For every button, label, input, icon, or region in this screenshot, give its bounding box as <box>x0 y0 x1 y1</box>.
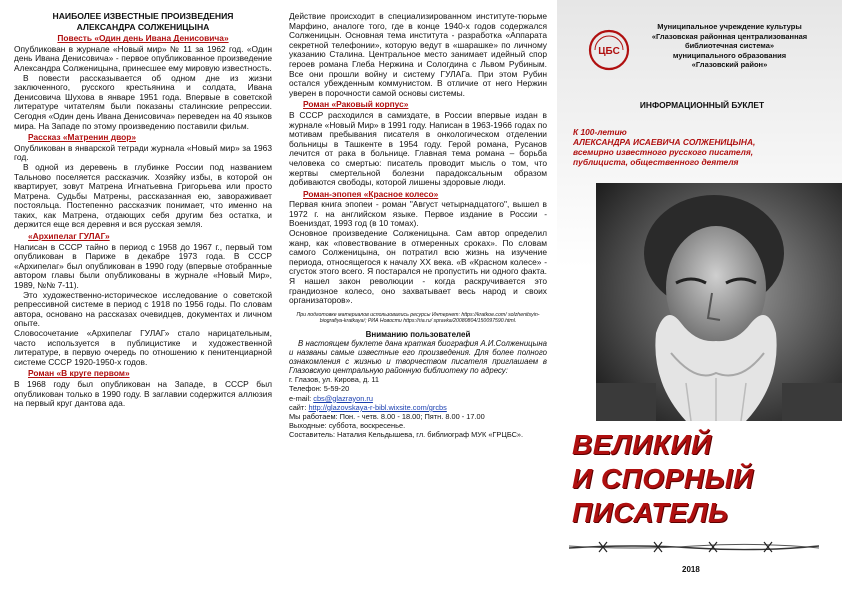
site-line <box>289 403 547 412</box>
cover-title-line: ПИСАТЕЛЬ <box>572 497 729 528</box>
works-column-left <box>0 0 282 595</box>
paragraph: Первая книга эпопеи - роман "Август четырнадцатого", вышел в 1972 г. на английском языке. Первое издание в России - Воениздат, 1993 год (в 10 томах). <box>289 199 547 229</box>
section-title-matryona: Рассказ «Матренин двор» <box>28 132 136 143</box>
days-off: Выходные: суббота, воскресенье. <box>289 421 406 431</box>
section-title-cancer: Роман «Раковый корпус» <box>303 99 409 110</box>
cover-panel <box>557 0 842 595</box>
paragraph: В одной из деревень в глубинке России под названием Тальново поселяется рассказчик. Хозяйку избы, в которой он квартирует, зовут Матрена Игнатьевна Григорьева или просто Матрена. Судьбы Матрены, рассказанная ею, завораживает постояльца. Постепенно рассказчик понимает, что именно на таких, как Матрена, отдающих себя другим без остатка, и держится еще вся деревня и вся русская земля. <box>14 161 272 230</box>
org-line: «Глазовский район» <box>691 60 768 70</box>
anniv-line: АЛЕКСАНДРА ИСАЕВИЧА СОЛЖЕНИЦЫНА, <box>573 137 756 147</box>
email-line <box>289 394 547 403</box>
anniv-line: публициста, общественного деятеля <box>573 157 739 167</box>
cover-title <box>572 428 754 530</box>
contacts-block <box>289 375 547 439</box>
org-line: муниципального образования <box>672 50 787 60</box>
section-title-ivan: Повесть «Один день Ивана Денисовича» <box>57 33 229 44</box>
paragraph: Опубликован в январской тетради журнала «Новый мир» за 1963 год. <box>14 142 272 163</box>
author-portrait <box>596 183 842 421</box>
library-logo-icon <box>587 28 631 72</box>
hours: Мы работаем: Пон. - четв. 8.00 - 18.00; Пятн. 8.00 - 17.00 <box>289 412 485 422</box>
address: г. Глазов, ул. Кирова, д. 11 <box>289 375 380 385</box>
section-title-wheel: Роман-эпопея «Красное колесо» <box>303 188 439 199</box>
anniv-line: всемирно известного русского писателя, <box>573 147 754 157</box>
site-label: сайт: <box>289 402 307 412</box>
note-text: В настоящем буклете дана краткая биография А.И.Солженицына и названы самые известные его произведения. Для более полного ознакомления с жизнью и творчеством писателя приглашаем в Глазовскую центральную районную библиотеку по адресу: <box>289 339 547 376</box>
anniv-line: К 100-летию <box>573 127 627 137</box>
section-title-gulag: «Архипелаг ГУЛАГ» <box>28 231 110 242</box>
cover-title-line: И СПОРНЫЙ <box>572 463 754 494</box>
paragraph: В 1968 году был опубликован на Западе, в СССР был опубликован только в 1990 году. В заглавии содержится аллюзия на первый круг дантова ада. <box>14 378 272 409</box>
cover-title-line: ВЕЛИКИЙ <box>572 429 712 460</box>
paragraph: Написан в СССР тайно в период с 1958 до 1967 г., первый том опубликован в Париже в декабре 1973 года. В СССР «Архипелаг» был опубликован в 1990 году (впервые отобранные автором главы были опубликованы в журнале «Новый Мир», 1989, №№ 7-11). <box>14 241 272 291</box>
works-column-middle <box>283 0 555 595</box>
works-heading-1: НАИБОЛЕЕ ИЗВЕСТНЫЕ ПРОИЗВЕДЕНИЯ <box>52 11 234 21</box>
paragraph: В повести рассказывается об одном дне из жизни заключенного, русского крестьянина и солдата, Ивана Денисовича Шухова в январе 1951 года. Впервые в советской литературе читателям были показаны сталинские репрессии. Сегодня «Один день Ивана Денисовича» переведен на 40 языков мира. На Западе по этому произведению поставили фильм. <box>14 72 272 131</box>
barbed-wire-icon <box>569 540 819 554</box>
site-link[interactable]: http://glazovskaya-r-bibl.wixsite.com/grcbs <box>308 402 447 412</box>
sources-note: При подготовке материалов использовались ресурсы Интернет: https://kratkoe.com/ solzhenitsyin-biografiya-kratkaya/; РИА Новости https://ria.ru/ spravka/20080804/150097590.html. <box>296 311 540 325</box>
paragraph: Основное произведение Солженицына. Сам автор определил жанр, как «повествование в отмеренных сроках». По словам самого Солженицына, он потратил всю жизнь на изучение периода, относящегося к началу ХХ века. «В «Красном колесе» - сгусток этого всего. Я постарался не пропустить ни одного факта. Я нашел закон революции - когда раскручивается это грандиозное колесо, оно захватывает весь народ и своих организаторов». <box>289 228 547 306</box>
paragraph: Действие происходит в специализированном институте-тюрьме Марфино, аналоге того, где в конце 1940-х годов содержался Солженицын. Основная тема института - разработка «Аппарата секретной телефонии», которую ведут в «шарашке» по личному указанию Сталина. Центральное место занимает идейный спор героев романа Глеба Нержина и Сологдина с Львом Рубиным. Все они прошли войну и систему ГУЛАГа. При этом Рубин остался убежденным коммунистом. В отличие от него Нержин уверен в порочности самой основы системы. <box>289 11 547 98</box>
works-heading-2: АЛЕКСАНДРА СОЛЖЕНИЦЫНА <box>76 21 210 32</box>
anniversary-caption <box>573 127 833 167</box>
paragraph: Словосочетание «Архипелаг ГУЛАГ» стало нарицательным, часто используется в публицистике и художественной литературе, в первую очередь по отношению к пенитенциарной системе СССР 1920-1950-х годов. <box>14 328 272 367</box>
logo-text: ЦБС <box>598 46 620 57</box>
org-line: библиотечная система» <box>684 41 775 51</box>
booklet-label: ИНФОРМАЦИОННЫЙ БУКЛЕТ <box>639 100 765 110</box>
phone: Телефон: 5-59-20 <box>289 384 350 394</box>
year-label: 2018 <box>682 565 700 574</box>
paragraph: В СССР расходился в самиздате, в России впервые издан в журнале «Новый Мир» в 1991 году. Написан в 1963-1966 годах по мотивам пребывания писателя в онкологическом отделении больницы в Ташкенте в 1954 году. Герой романа, Русанов лечится от рака в больнице. Главная тема романа – борьба человека со смертью: писатель проводит мысль о том, что жертвы смертельной болезни парадоксальным образом добиваются свободы, которой лишены здоровые люди. <box>289 109 547 188</box>
paragraph: Опубликован в журнале «Новый мир» № 11 за 1962 год. «Один день Ивана Денисовича» - первое опубликованное произведение Александра Солженицына, принесшее ему мировую известность. <box>14 43 272 73</box>
email-link[interactable]: cbs@glazrayon.ru <box>313 393 373 403</box>
org-line: Муниципальное учреждение культуры <box>657 22 802 31</box>
paragraph: Это художественно-историческое исследование о советской репрессивной системе в период с 1918 по 1956 годы. По словам автора, основано на рассказах очевидцев, документах и личном опыте. <box>14 289 272 329</box>
note-title: Вниманию пользователей <box>365 330 471 340</box>
email-label: e-mail: <box>289 393 312 403</box>
section-title-circle: Роман «В круге первом» <box>28 368 130 379</box>
organization-name <box>632 22 827 70</box>
compiler: Составитель: Наталия Кельдышева, гл. библиограф МУК «ГРЦБС». <box>289 430 524 440</box>
org-line: «Глазовская районная централизованная <box>651 31 808 41</box>
